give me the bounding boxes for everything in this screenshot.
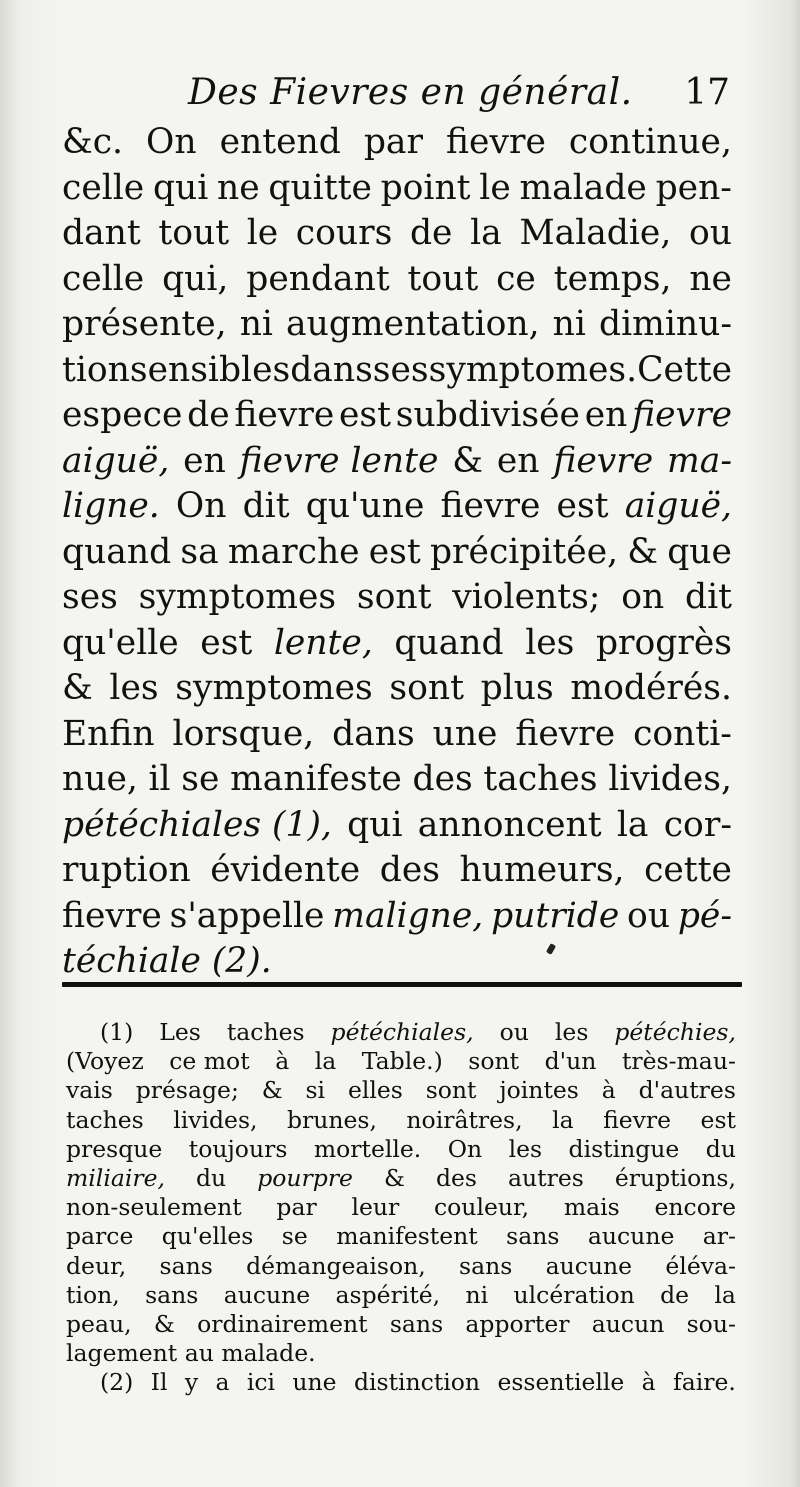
footnote-line	[66, 1193, 736, 1222]
word: espece	[62, 395, 183, 435]
word: apporter	[465, 1309, 570, 1338]
word: tout	[158, 213, 230, 253]
word: &	[627, 531, 658, 572]
word: aucun	[591, 1309, 665, 1338]
word: brunes,	[286, 1105, 377, 1134]
word: la	[616, 804, 649, 845]
word: de	[187, 395, 230, 435]
footnote-line	[66, 1106, 736, 1135]
word: subdivisée	[395, 395, 580, 435]
word: &c.	[62, 122, 123, 162]
word: sans	[389, 1309, 444, 1338]
word: ma-	[667, 440, 732, 481]
word: pendant	[246, 258, 390, 299]
word: pourpre	[257, 1163, 353, 1192]
word: la	[470, 213, 502, 253]
word: ni	[465, 1280, 489, 1309]
word: fievre	[553, 440, 654, 481]
word: fievre	[603, 1105, 672, 1134]
word: est	[200, 622, 253, 663]
word: pen-	[655, 167, 732, 208]
word: ses	[372, 349, 429, 390]
word: qui	[347, 804, 403, 845]
word: éruptions,	[614, 1163, 736, 1192]
running-head: Des Fievres en général.	[188, 72, 633, 113]
word: distinction	[353, 1368, 481, 1397]
word: ligne.	[62, 486, 160, 526]
word: est	[700, 1105, 736, 1134]
word: quitte	[268, 167, 372, 208]
word: manifestent	[336, 1222, 478, 1251]
word: pé-	[677, 895, 732, 936]
word: (1)	[100, 1018, 134, 1046]
word: ou	[688, 213, 732, 253]
word: Enfin	[62, 713, 155, 754]
text-line	[62, 213, 732, 259]
word: les	[554, 1018, 589, 1046]
page-header	[60, 72, 740, 122]
word: ordinairement	[197, 1309, 368, 1338]
word: cor-	[663, 804, 732, 845]
word: autres	[508, 1163, 584, 1192]
word: sont	[356, 577, 432, 617]
word: manifeste	[230, 759, 402, 799]
word: du	[196, 1163, 227, 1192]
word: la	[552, 1105, 574, 1134]
word: qu'une	[305, 486, 425, 526]
word: sont	[425, 1076, 477, 1105]
word: malade	[519, 167, 647, 208]
word: ar-	[702, 1222, 736, 1251]
word: des	[412, 759, 473, 799]
word: progrès	[595, 622, 732, 663]
word: qu'elle	[62, 622, 179, 663]
footnote-separator-rule	[62, 982, 742, 987]
word: taches	[226, 1018, 305, 1046]
word: présente,	[62, 304, 227, 344]
word: lorsque,	[172, 713, 315, 754]
word: putride	[491, 895, 620, 936]
word: livides,	[173, 1105, 258, 1134]
word: miliaire,	[66, 1163, 165, 1192]
word: &	[153, 1309, 175, 1338]
word: est	[368, 531, 421, 572]
word: dit	[685, 577, 732, 617]
word: On	[447, 1134, 483, 1163]
word: On	[175, 486, 227, 526]
word: une	[432, 713, 498, 754]
word: fievre	[440, 486, 541, 526]
word: distingue	[568, 1134, 680, 1163]
word: en	[496, 440, 540, 481]
word: aiguë,	[624, 486, 732, 526]
word: est	[339, 395, 392, 435]
word: pétéchiales,	[330, 1018, 474, 1046]
word: lente,	[273, 622, 373, 663]
word: point	[380, 167, 471, 208]
word: du	[705, 1134, 736, 1163]
word: symptomes.	[428, 349, 638, 390]
word: présage;	[135, 1076, 239, 1105]
word: les	[525, 622, 575, 663]
word: noirâtres,	[406, 1105, 523, 1134]
word: essentielle	[497, 1368, 625, 1397]
word: &	[261, 1076, 283, 1105]
word: symptomes	[138, 577, 337, 617]
text-line	[62, 350, 732, 396]
word: la	[714, 1280, 736, 1309]
word: précipitée,	[429, 531, 619, 572]
word: symptomes	[175, 668, 373, 708]
word: (2)	[100, 1368, 134, 1397]
word: fievre	[446, 122, 546, 162]
text-line	[62, 668, 732, 714]
word: d'autres	[638, 1076, 736, 1105]
word: deur,	[66, 1251, 127, 1280]
word: cette	[644, 850, 732, 890]
word: dant	[62, 213, 141, 253]
footnote-line	[66, 1252, 736, 1281]
word: le	[246, 213, 279, 253]
word: tout	[407, 258, 479, 299]
word: fievre	[62, 895, 162, 936]
word: si	[305, 1076, 326, 1105]
word: &	[384, 1163, 405, 1192]
word: ni	[552, 304, 586, 344]
text-line	[62, 486, 732, 532]
word: y	[184, 1368, 199, 1397]
word: conti-	[633, 713, 732, 754]
word: Cette	[637, 349, 733, 390]
word: s'appelle	[169, 895, 325, 936]
word: des	[379, 850, 440, 890]
footnote-line	[66, 1076, 736, 1105]
word: se	[281, 1222, 308, 1251]
word: ni	[239, 304, 273, 344]
word: sans	[145, 1280, 199, 1309]
text-line	[62, 532, 732, 578]
word: continue,	[568, 122, 732, 162]
word: maligne,	[332, 895, 484, 936]
text-line	[62, 805, 732, 851]
text-line	[62, 577, 732, 623]
text-line	[62, 304, 732, 350]
word: quand	[394, 622, 504, 663]
word: d'un	[544, 1047, 597, 1076]
footnote-line	[66, 1018, 736, 1047]
word: de	[409, 213, 453, 253]
word: se	[181, 759, 220, 799]
word: sont	[389, 668, 464, 708]
word: par	[363, 122, 423, 162]
word: aucune	[587, 1222, 675, 1251]
word: nue,	[62, 759, 138, 799]
word: pétéchiales (1),	[62, 804, 332, 845]
word: entend	[219, 122, 341, 162]
word: &	[62, 668, 93, 708]
word: plus	[480, 668, 554, 708]
word: est	[556, 486, 609, 526]
word: sont	[468, 1047, 520, 1076]
word: marche	[227, 531, 360, 572]
word: sa	[180, 531, 219, 572]
word: leur	[351, 1193, 400, 1222]
word: à	[275, 1047, 290, 1076]
word: temps,	[553, 258, 672, 299]
word: ne	[689, 258, 732, 299]
word: jointes	[499, 1076, 579, 1105]
text-line	[62, 122, 732, 168]
word: en	[183, 440, 226, 481]
text-line	[62, 259, 732, 305]
word: aspérité,	[335, 1280, 441, 1309]
word: celle	[62, 167, 145, 208]
word: faire.	[673, 1368, 736, 1397]
word: que	[667, 531, 732, 572]
word: tion,	[66, 1280, 120, 1309]
word: aucune	[223, 1280, 311, 1309]
word: mortelle.	[313, 1134, 422, 1163]
word: mais	[563, 1193, 620, 1222]
word: fievre	[515, 713, 616, 754]
footnote-line	[66, 1339, 736, 1368]
footnotes	[66, 1018, 736, 1397]
word: sans	[506, 1222, 560, 1251]
word: non-seulement	[66, 1193, 242, 1222]
word: violents;	[452, 577, 601, 617]
word: augmentation,	[286, 304, 540, 344]
word: modérés.	[570, 668, 732, 708]
word: éléva-	[665, 1251, 736, 1280]
word: toujours	[188, 1134, 288, 1163]
word: tion	[62, 349, 130, 390]
word: fievre lente	[239, 440, 439, 481]
word: des	[435, 1163, 477, 1192]
word: taches	[483, 759, 598, 799]
text-line	[62, 714, 732, 760]
word: lagement au malade.	[66, 1339, 316, 1368]
word: taches	[66, 1105, 144, 1134]
word: livides,	[608, 759, 732, 799]
word: ne	[217, 167, 260, 208]
word: vais	[66, 1076, 113, 1105]
word: pétéchies,	[614, 1018, 736, 1046]
word: annoncent	[417, 804, 602, 845]
word: encore	[654, 1193, 736, 1222]
word: ses	[62, 577, 118, 617]
footnote-line	[66, 1135, 736, 1164]
main-text	[62, 122, 732, 987]
word: ce	[496, 258, 536, 299]
word: on	[621, 577, 665, 617]
word: elles	[347, 1076, 403, 1105]
word: le	[479, 167, 511, 208]
word: fievre	[234, 395, 335, 435]
word: Maladie,	[519, 213, 672, 253]
word: Table.)	[361, 1047, 443, 1076]
word: qui	[152, 167, 209, 208]
word: fievre	[632, 395, 732, 435]
word: cours	[295, 213, 393, 253]
footnote-line	[66, 1222, 736, 1251]
text-line	[62, 623, 732, 669]
word: il	[148, 759, 171, 799]
text-line	[62, 759, 732, 805]
word: ce mot	[169, 1047, 250, 1076]
word: les	[109, 668, 159, 708]
text-line	[62, 441, 732, 487]
page-number: 17	[684, 72, 730, 113]
footnote-line	[66, 1281, 736, 1310]
word: sans	[459, 1251, 513, 1280]
word: aiguë,	[62, 440, 170, 481]
word: a	[215, 1368, 230, 1397]
word: sensibles	[129, 349, 291, 390]
word: On	[146, 122, 197, 162]
word: quand	[62, 531, 172, 572]
footnote-line	[66, 1368, 736, 1397]
word: presque	[66, 1134, 163, 1163]
word: couleur,	[434, 1193, 530, 1222]
word: Il	[150, 1368, 168, 1397]
word: à	[641, 1368, 656, 1397]
word: humeurs,	[459, 850, 625, 890]
footnote-line	[66, 1047, 736, 1076]
word: les	[508, 1134, 543, 1163]
word: ici	[246, 1368, 276, 1397]
word: celle	[62, 258, 145, 299]
word: démangeaison,	[246, 1251, 426, 1280]
word: la	[314, 1047, 337, 1076]
word: qu'elles	[161, 1222, 254, 1251]
word: parce	[66, 1222, 134, 1251]
word: dit	[242, 486, 290, 526]
word: sans	[159, 1251, 213, 1280]
word: en	[584, 395, 628, 435]
text-line	[62, 168, 732, 214]
word: ulcération	[513, 1280, 635, 1309]
text-line	[62, 850, 732, 896]
word: ou	[499, 1018, 529, 1046]
word: aucune	[545, 1251, 633, 1280]
footnote-line	[66, 1164, 736, 1193]
word: peau,	[66, 1309, 132, 1338]
word: &	[452, 440, 483, 481]
word: dans	[332, 713, 415, 754]
word: (Voyez	[66, 1047, 144, 1076]
word: à	[601, 1076, 616, 1105]
word: ou	[627, 895, 671, 936]
word: ruption	[62, 850, 191, 890]
word: de	[660, 1280, 690, 1309]
word: téchiale (2).	[62, 941, 272, 981]
word: très-mau-	[621, 1047, 736, 1076]
footnote-line	[66, 1310, 736, 1339]
word: Les	[159, 1018, 201, 1046]
word: qui,	[162, 258, 229, 299]
text-line	[62, 896, 732, 942]
word: par	[276, 1193, 317, 1222]
word: dans	[290, 349, 373, 390]
word: une	[292, 1368, 337, 1397]
word: évidente	[210, 850, 361, 890]
word: diminu-	[599, 304, 732, 344]
text-line	[62, 941, 732, 987]
word: sou-	[686, 1309, 736, 1338]
text-line	[62, 395, 732, 441]
